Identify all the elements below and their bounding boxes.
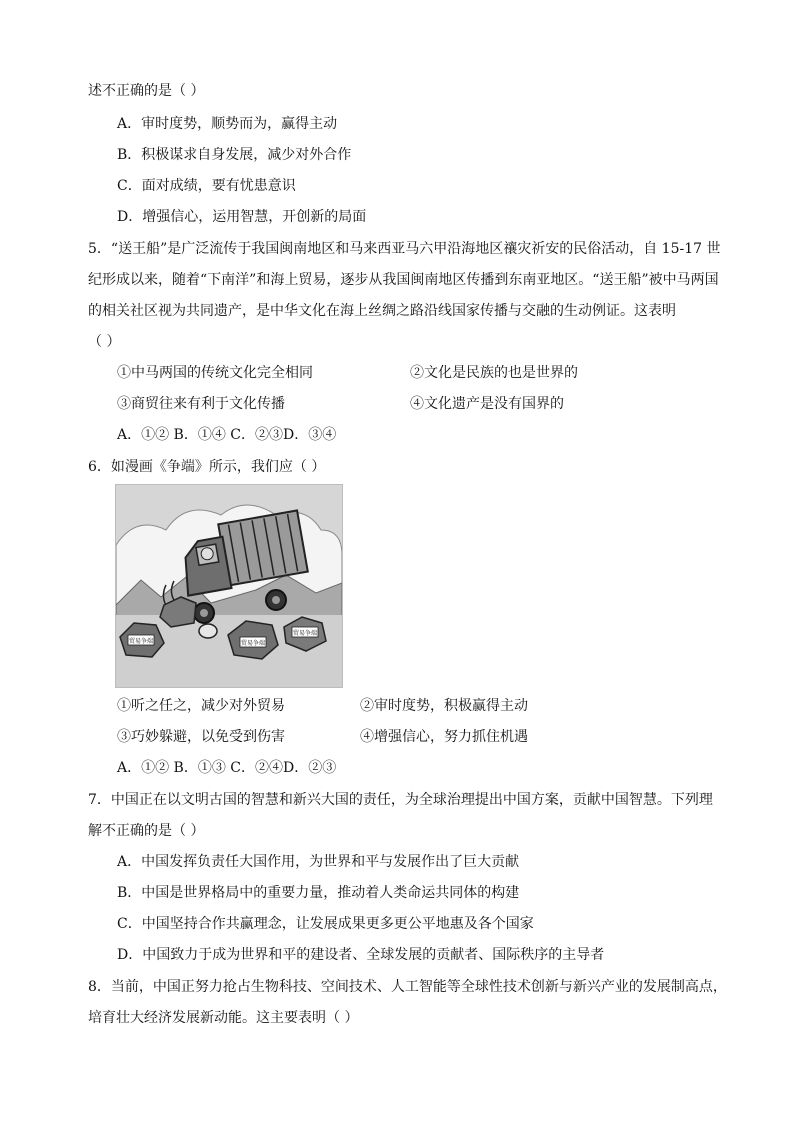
rock-label-2: 贸易争端 <box>240 640 266 647</box>
q7-option-b: B．中国是世界格局中的重要力量，推动着人类命运共同体的构建 <box>117 885 520 901</box>
q5-stem-line-2: 纪形成以来，随着“下南洋”和海上贸易，逐步从我国闽南地区传播到东南亚地区。“送王船”被中马两国 <box>88 272 719 288</box>
q7-stem-line-1: 7．中国正在以文明古国的智慧和新兴大国的责任，为全球治理提出中国方案，贡献中国智慧。下列理 <box>88 792 713 808</box>
q4-option-b: B．积极谋求自身发展，减少对外合作 <box>117 147 352 163</box>
q7-stem-line-2: 解不正确的是（ ） <box>88 823 205 839</box>
q5-statement-2: ②文化是民族的也是世界的 <box>410 365 578 381</box>
q5-stem-line-1: 5．“送王船”是广泛流传于我国闽南地区和马来西亚马六甲沿海地区禳灾祈安的民俗活动，自 15-17 世 <box>88 241 721 257</box>
rock-label-1: 贸易争端 <box>128 638 154 645</box>
q6-statement-1: ①听之任之，减少对外贸易 <box>117 698 285 714</box>
rock-label-3: 贸易争端 <box>292 630 318 637</box>
q6-statement-4: ④增强信心，努力抓住机遇 <box>360 729 528 745</box>
q8-stem-line-1: 8．当前，中国正努力抢占生物科技、空间技术、人工智能等全球性技术创新与新兴产业的发展制高点， <box>88 979 727 995</box>
q6-stem: 6．如漫画《争端》所示，我们应（ ） <box>88 459 326 475</box>
q5-stem-line-3: 的相关社区视为共同遗产，是中华文化在海上丝绸之路沿线国家传播与交融的生动例证。这表明 <box>88 303 676 319</box>
q7-option-c: C．中国坚持合作共赢理念，让发展成果更多更公平地惠及各个国家 <box>117 916 534 932</box>
q7-option-d: D．中国致力于成为世界和平的建设者、全球发展的贡献者、国际秩序的主导者 <box>117 947 605 963</box>
q4-stem-tail: 述不正确的是（ ） <box>88 83 205 99</box>
q7-option-a: A．中国发挥负责任大国作用，为世界和平与发展作出了巨大贡献 <box>117 854 520 870</box>
q5-statement-1: ①中马两国的传统文化完全相同 <box>117 365 313 381</box>
q5-statement-4: ④文化遗产是没有国界的 <box>410 396 564 412</box>
q5-stem-line-4: （ ） <box>88 334 121 350</box>
q4-option-c: C．面对成绩，要有忧患意识 <box>117 178 296 194</box>
q6-statement-2: ②审时度势，积极赢得主动 <box>360 698 528 714</box>
q6-choices: A．①② B．①③ C．②④D．②③ <box>117 760 337 776</box>
cartoon-dispute-image <box>115 484 343 688</box>
q5-choices: A．①② B．①④ C．②③D．③④ <box>117 427 337 443</box>
q4-option-d: D．增强信心，运用智慧，开创新的局面 <box>117 209 367 225</box>
q8-stem-line-2: 培育壮大经济发展新动能。这主要表明（ ） <box>88 1010 359 1026</box>
q5-statement-3: ③商贸往来有利于文化传播 <box>117 396 285 412</box>
q4-option-a: A．审时度势，顺势而为，赢得主动 <box>117 116 338 132</box>
q6-statement-3: ③巧妙躲避，以免受到伤害 <box>117 729 285 745</box>
